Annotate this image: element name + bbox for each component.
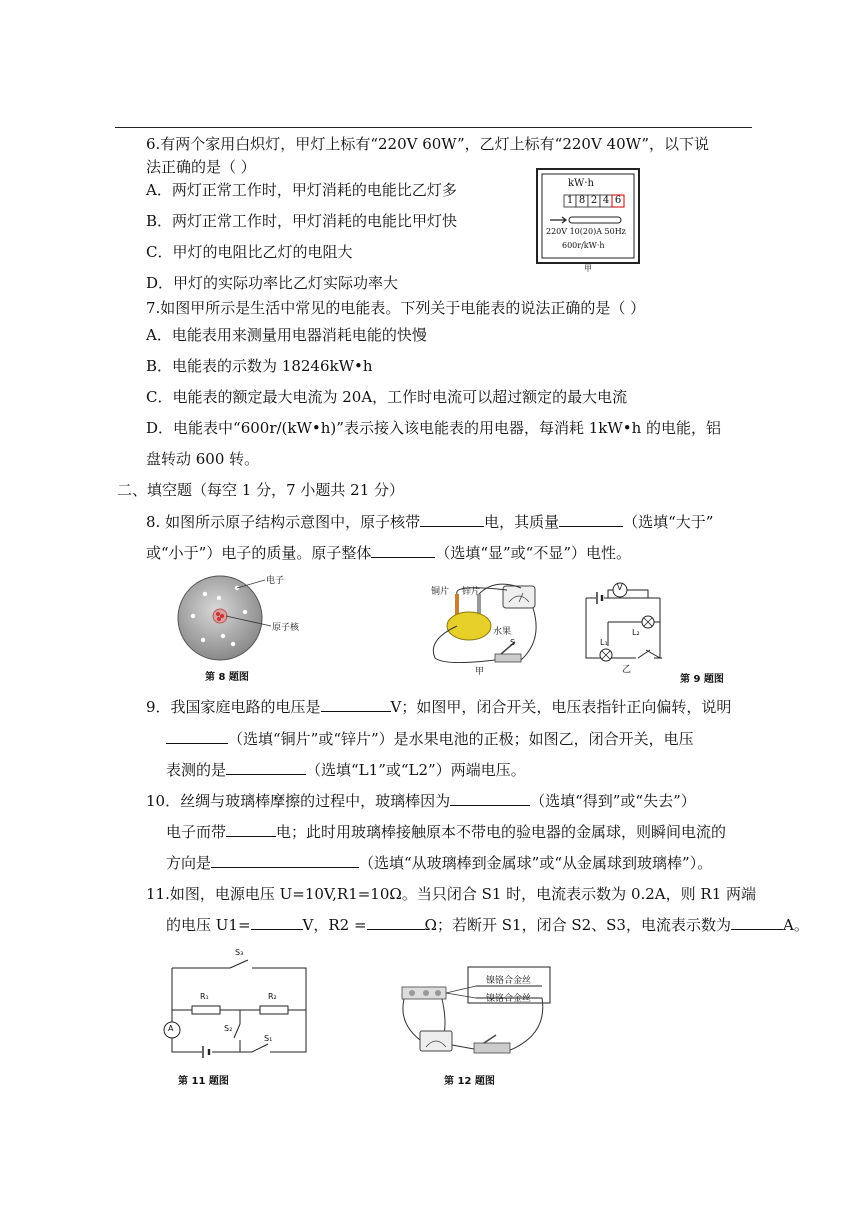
q11-text: A。	[782, 916, 809, 934]
q11-line2	[166, 915, 809, 935]
meter-revolutions: 600r/kW·h	[562, 241, 605, 250]
q7-option-c: C．电能表的额定最大电流为 20A，工作时电流可以超过额定的最大电流	[146, 388, 628, 406]
q9-text: （选填“铜片”或“锌片”）是水果电池的正极；如图乙，闭合开关，电压	[228, 730, 694, 748]
meter-digit: 4	[602, 195, 610, 206]
meter-digit: 1	[566, 195, 574, 206]
q10-line1	[146, 791, 696, 811]
ammeter-label: A	[168, 1024, 174, 1033]
q6-option-c: C．甲灯的电阻比乙灯的电阻大	[146, 243, 353, 261]
fig8-caption: 第 8 题图	[205, 672, 249, 683]
answer-blank[interactable]	[371, 543, 435, 558]
meter-digits	[564, 195, 624, 207]
fig9-caption: 第 9 题图	[680, 674, 724, 685]
q6-option-a: A．两灯正常工作时，甲灯消耗的电能比乙灯多	[146, 181, 457, 199]
answer-blank[interactable]	[367, 915, 425, 930]
q10-text: 电子而带	[166, 823, 227, 841]
answer-blank[interactable]	[321, 697, 391, 712]
voltmeter-label: V	[617, 583, 623, 592]
atom-figure	[175, 570, 325, 683]
meter-digit: 8	[578, 195, 586, 206]
q10-text: （选填“得到”或“失去”）	[530, 792, 696, 810]
s1-label: S₁	[264, 1034, 273, 1043]
circuit-yi-figure	[580, 580, 730, 685]
l1-label: L₁	[600, 638, 608, 647]
q10-text: 10．丝绸与玻璃棒摩擦的过程中，玻璃棒因为	[146, 792, 451, 810]
nucleus-label: 原子核	[272, 623, 300, 633]
q8-text: 或“小于”）电子的质量。原子整体	[146, 544, 372, 562]
meter-digit: 2	[590, 195, 598, 206]
q7-stem: 7.如图甲所示是生活中常见的电能表。下列关于电能表的说法正确的是（ ）	[146, 299, 646, 317]
circuit-11-figure	[160, 948, 320, 1088]
q6-option-b: B．两灯正常工作时，甲灯消耗的电能比甲灯快	[146, 212, 458, 230]
fig11-caption: 第 11 题图	[178, 1076, 229, 1087]
answer-blank[interactable]	[211, 853, 359, 868]
q7-option-a: A．电能表用来测量用电器消耗电能的快慢	[146, 326, 427, 344]
wire1-label: 镍铬合金丝	[486, 976, 532, 986]
q10-text: 方向是	[166, 854, 212, 872]
q9-text: V；如图甲，闭合开关，电压表指针正向偏转，说明	[390, 698, 732, 716]
q9-text: 表测的是	[166, 761, 227, 779]
q7-option-d-line1: D．电能表中“600r/(kW•h)”表示接入该电能表的用电器，每消耗 1kW•h 的电能，铝	[146, 419, 722, 437]
switch-label: S	[510, 638, 516, 647]
q8-text: （选填“大于”	[623, 513, 714, 531]
wire2-label: 镍铬合金丝	[486, 994, 532, 1004]
q8-line2	[146, 543, 631, 563]
q6-stem-line2: 法正确的是（ ）	[146, 158, 256, 176]
jia-label: 甲	[475, 667, 485, 677]
q9-line3	[166, 760, 526, 780]
q7-option-b: B．电能表的示数为 18246kW•h	[146, 357, 373, 375]
q6-option-d: D．甲灯的实际功率比乙灯实际功率大	[146, 274, 399, 292]
wire-experiment-figure	[398, 965, 558, 1088]
q10-line3	[166, 853, 712, 873]
q8-line1	[146, 512, 713, 532]
q9-line2	[166, 729, 694, 749]
q6-stem-line1: 6.有两个家用白炽灯，甲灯上标有“220V 60W”，乙灯上标有“220V 40W”，以下说	[146, 135, 710, 153]
answer-blank[interactable]	[226, 822, 276, 837]
q8-text: 电，其质量	[484, 513, 560, 531]
answer-blank[interactable]	[559, 512, 623, 527]
answer-blank[interactable]	[226, 760, 306, 775]
s2-label: S₂	[224, 1024, 233, 1033]
q7-option-d-line2: 盘转动 600 转。	[146, 450, 260, 468]
section-heading: 二、填空题（每空 1 分，7 小题共 21 分）	[117, 481, 405, 499]
q10-text: （选填“从玻璃棒到金属球”或“从金属球到玻璃棒”）。	[359, 854, 713, 872]
copper-label: 铜片	[431, 587, 450, 597]
q11-line1: 11.如图，电源电压 U=10V,R1=10Ω。当只闭合 S1 时，电流表示数为 0.2A，则 R1 两端	[146, 885, 757, 903]
q9-text: 9．我国家庭电路的电压是	[146, 698, 321, 716]
q11-text: 的电压 U1=	[166, 916, 251, 934]
q10-text: 电；此时用玻璃棒接触原本不带电的验电器的金属球，则瞬间电流的	[276, 823, 727, 841]
q8-text: 8. 如图所示原子结构示意图中，原子核带	[146, 513, 421, 531]
q8-text: （选填“显”或“不显”）电性。	[435, 544, 632, 562]
answer-blank[interactable]	[450, 791, 530, 806]
s3-label: S₃	[235, 948, 244, 957]
meter-rating: 220V 10(20)A 50Hz	[546, 227, 626, 236]
energy-meter-figure	[536, 168, 640, 272]
r2-label: R₂	[268, 992, 277, 1001]
meter-caption: 甲	[584, 264, 592, 273]
meter-digit: 6	[614, 195, 622, 206]
q11-text: Ω；若断开 S1，闭合 S2、S3，电流表示数为	[424, 916, 731, 934]
fruit-battery-figure	[425, 580, 545, 675]
answer-blank[interactable]	[731, 915, 783, 930]
answer-blank[interactable]	[420, 512, 484, 527]
q11-text: V，R2 =	[302, 916, 367, 934]
l2-label: L₂	[632, 628, 640, 637]
yi-label: 乙	[622, 665, 632, 675]
fruit-label: 水果	[493, 627, 512, 637]
electron-label: 电子	[266, 576, 285, 586]
q9-text: （选填“L1”或“L2”）两端电压。	[306, 761, 526, 779]
q10-line2	[166, 822, 726, 842]
fig12-caption: 第 12 题图	[444, 1076, 495, 1087]
r1-label: R₁	[200, 992, 209, 1001]
q9-line1	[146, 697, 731, 717]
answer-blank[interactable]	[251, 915, 303, 930]
zinc-label: 锌片	[462, 587, 481, 597]
answer-blank[interactable]	[166, 729, 228, 744]
meter-unit: kW·h	[568, 178, 594, 189]
header-rule	[115, 127, 752, 128]
